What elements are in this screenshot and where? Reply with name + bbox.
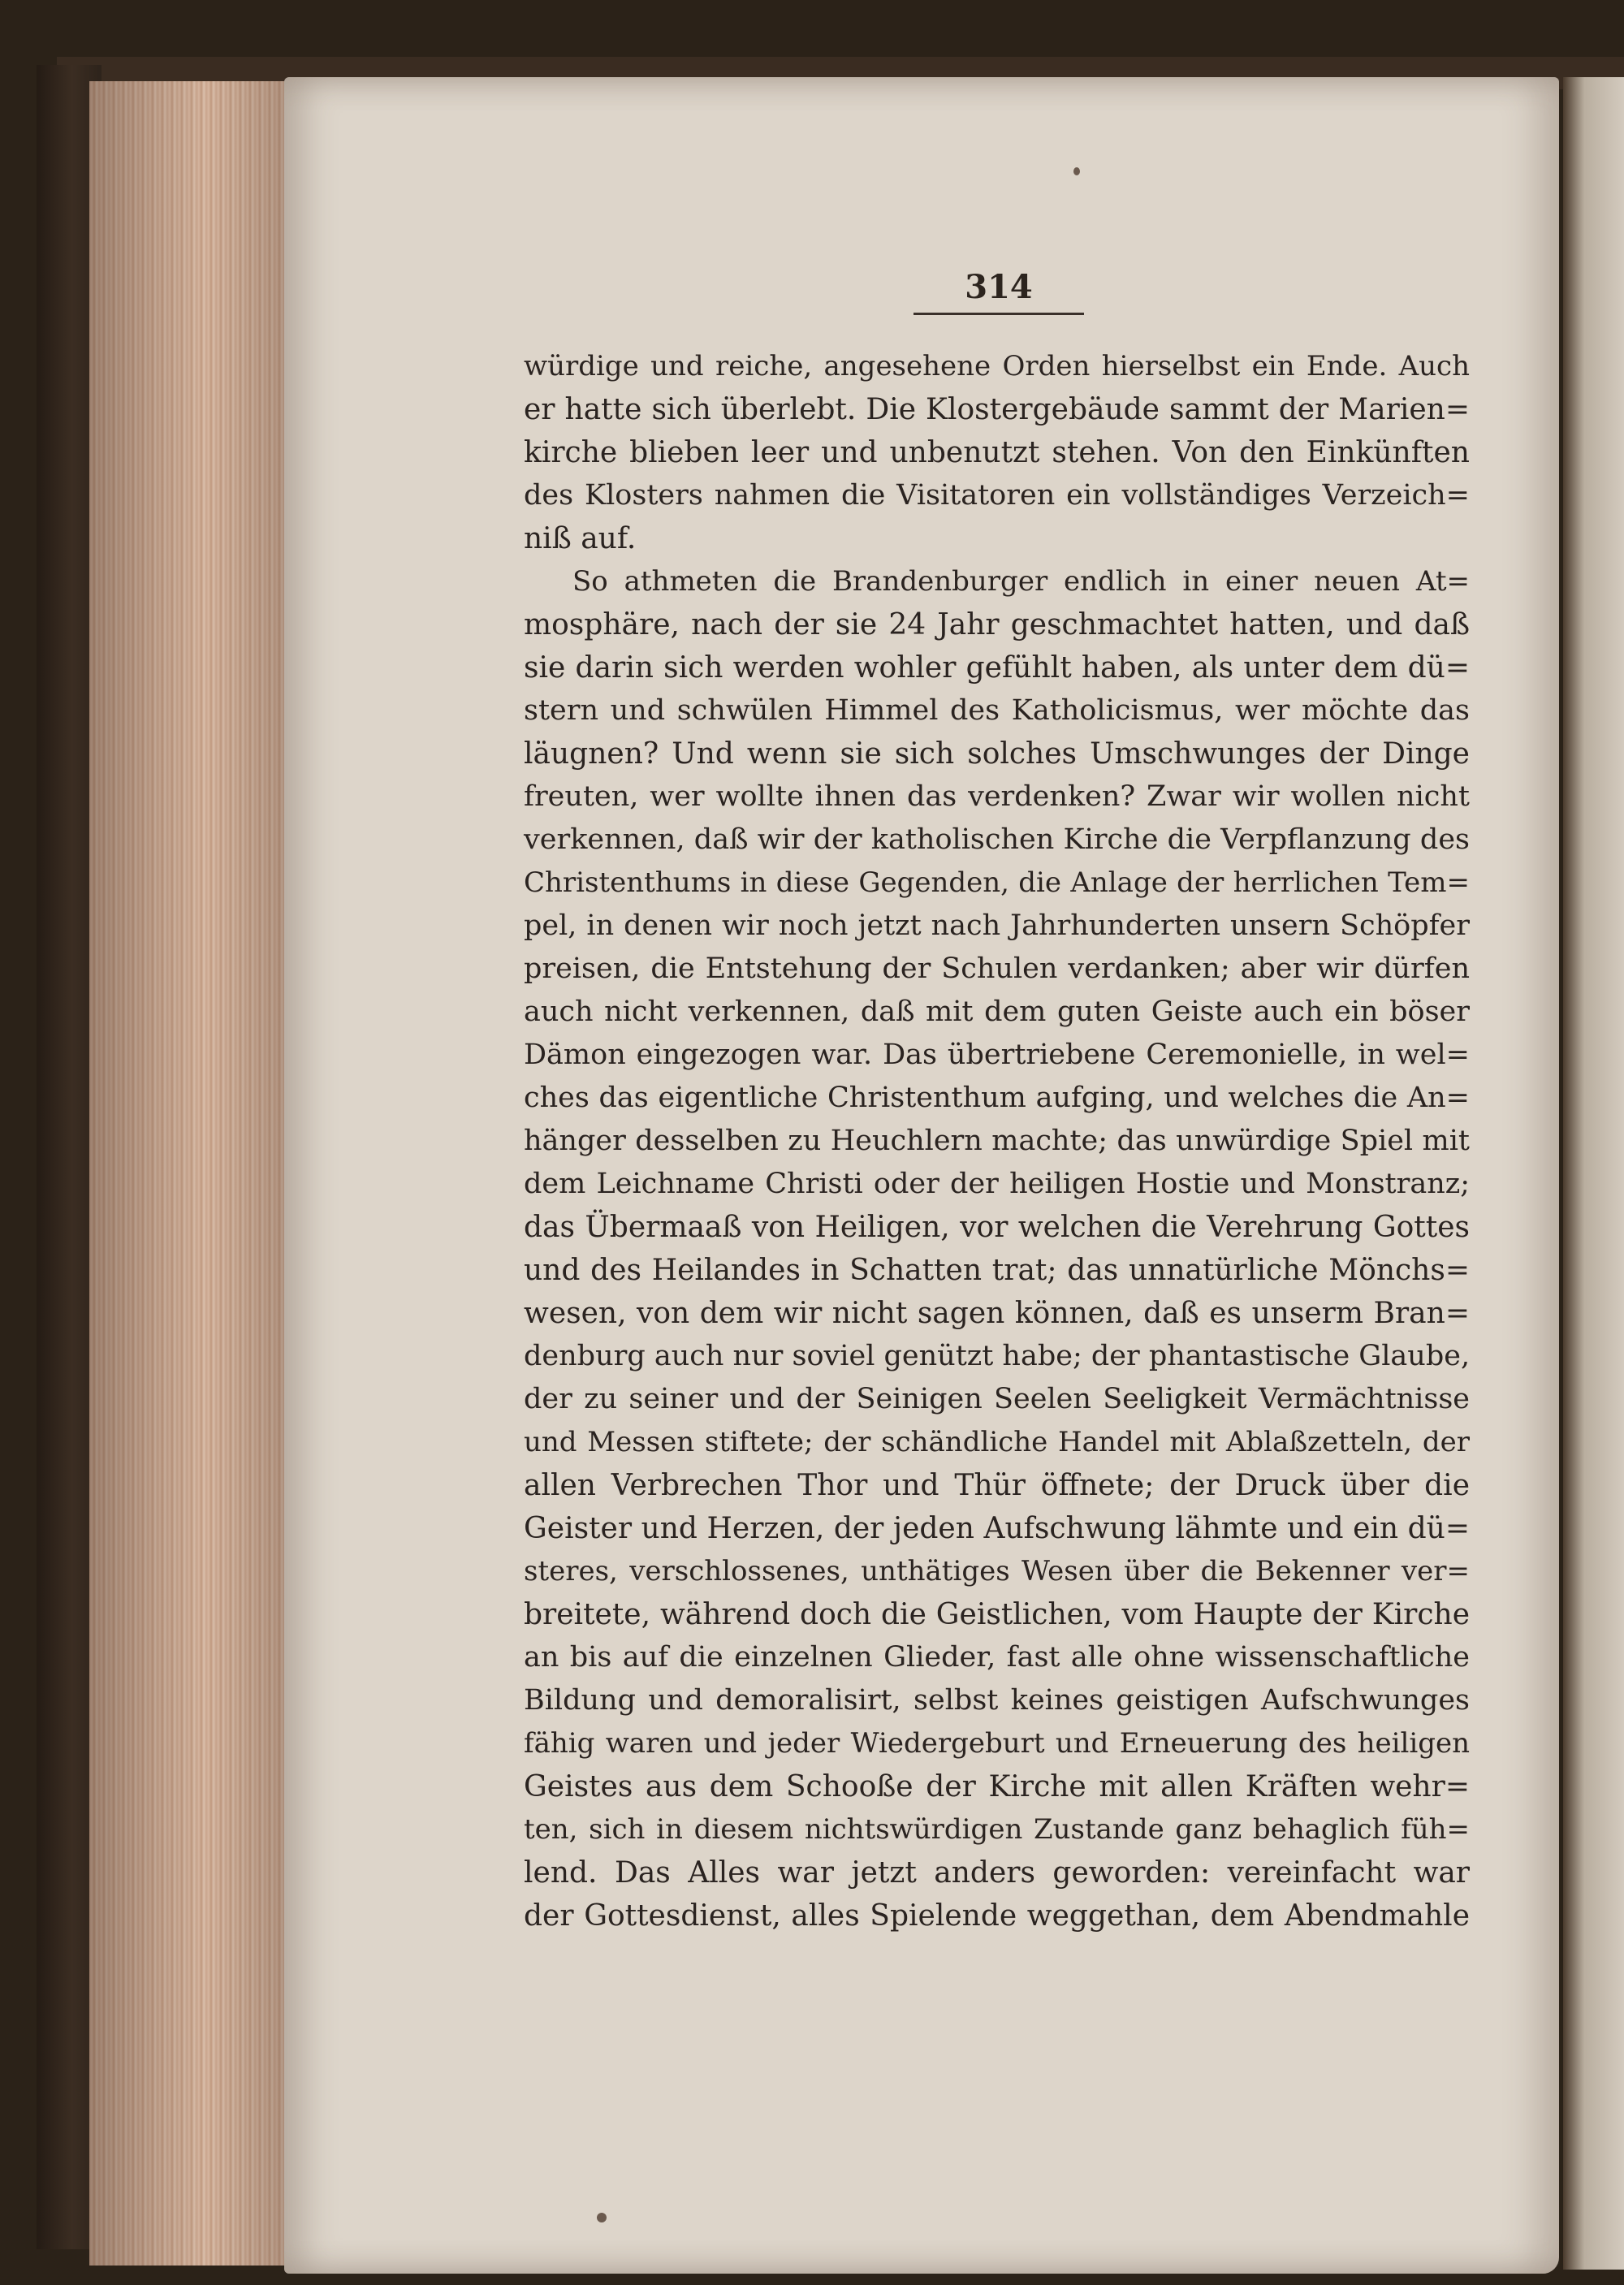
paper-speck (1073, 167, 1080, 175)
text-line: des Klosters nahmen die Visitatoren ein vollständiges Verzeich= (524, 479, 1470, 512)
header-rule (914, 313, 1084, 315)
text-line: lend. Das Alles war jetzt anders geworden: vereinfacht war (524, 1856, 1470, 1890)
facing-page-edge (1563, 77, 1624, 2270)
page-number: 314 (965, 268, 1033, 306)
text-line: niß auf. (524, 522, 637, 555)
text-line: er hatte sich überlebt. Die Klostergebäude sammt der Marien= (524, 393, 1470, 426)
text-line: der zu seiner und der Seinigen Seelen Seeligkeit Vermächtnisse (524, 1383, 1470, 1415)
text-line: stern und schwülen Himmel des Katholicismus, wer möchte das (524, 694, 1470, 727)
text-line: hänger desselben zu Heuchlern machte; das unwürdige Spiel mit (524, 1125, 1470, 1157)
text-line: Geister und Herzen, der jeden Aufschwung lähmte und ein dü= (524, 1512, 1470, 1545)
text-line: und des Heilandes in Schatten trat; das unnatürliche Mönchs= (524, 1254, 1470, 1287)
text-line: preisen, die Entstehung der Schulen verdanken; aber wir dürfen (524, 952, 1470, 985)
text-line: der Gottesdienst, alles Spielende weggethan, dem Abendmahle (524, 1899, 1470, 1933)
text-line: denburg auch nur soviel genützt habe; der phantastische Glaube, (524, 1340, 1471, 1372)
text-line: freuten, wer wollte ihnen das verdenken? Zwar wir wollen nicht (524, 780, 1470, 813)
text-line: Dämon eingezogen war. Das übertriebene Ceremonielle, in wel= (524, 1039, 1470, 1071)
text-line: ten, sich in diesem nichtswürdigen Zustande ganz behaglich füh= (524, 1813, 1470, 1846)
text-line: auch nicht verkennen, daß mit dem guten Geiste auch ein böser (524, 996, 1470, 1028)
text-line: So athmeten die Brandenburger endlich in einer neuen At= (572, 565, 1470, 598)
text-line: wesen, von dem wir nicht sagen können, daß es unserm Bran= (524, 1297, 1470, 1330)
text-line: breitete, während doch die Geistlichen, vom Haupte der Kirche (524, 1598, 1470, 1631)
text-line: verkennen, daß wir der katholischen Kirche die Verpflanzung des (524, 823, 1470, 856)
text-line: Bildung und demoralisirt, selbst keines geistigen Aufschwunges (524, 1684, 1470, 1717)
text-line: sie darin sich werden wohler gefühlt haben, als unter dem dü= (524, 651, 1470, 685)
text-line: mosphäre, nach der sie 24 Jahr geschmachtet hatten, und daß (524, 608, 1470, 641)
paper-speck (597, 2213, 607, 2222)
text-line: das Übermaaß von Heiligen, vor welchen die Verehrung Gottes (524, 1211, 1470, 1244)
text-line: pel, in denen wir noch jetzt nach Jahrhunderten unsern Schöpfer (524, 909, 1470, 942)
text-line: würdige und reiche, angesehene Orden hierselbst ein Ende. Auch (524, 350, 1470, 382)
text-line: läugnen? Und wenn sie sich solches Umschwunges der Dinge (524, 737, 1470, 771)
text-line: und Messen stiftete; der schändliche Handel mit Ablaßzetteln, der (524, 1426, 1470, 1458)
page-block-shadow (89, 81, 284, 2266)
text-line: Geistes aus dem Schooße der Kirche mit allen Kräften wehr= (524, 1770, 1470, 1803)
text-line: Christenthums in diese Gegenden, die Anlage der herrlichen Tem= (524, 866, 1470, 899)
text-line: dem Leichname Christi oder der heiligen Hostie und Monstranz; (524, 1168, 1470, 1200)
text-line: an bis auf die einzelnen Glieder, fast alle ohne wissenschaftliche (524, 1641, 1470, 1674)
text-line: kirche blieben leer und unbenutzt stehen. Von den Einkünften (524, 436, 1470, 469)
text-line: steres, verschlossenes, unthätiges Wesen über die Bekenner ver= (524, 1555, 1470, 1587)
body-text (524, 345, 1470, 1937)
text-line: ches das eigentliche Christenthum aufging, und welches die An= (524, 1082, 1470, 1114)
text-line: allen Verbrechen Thor und Thür öffnete; der Druck über die (524, 1469, 1470, 1502)
text-line: fähig waren und jeder Wiedergeburt und Erneuerung des heiligen (524, 1727, 1470, 1760)
